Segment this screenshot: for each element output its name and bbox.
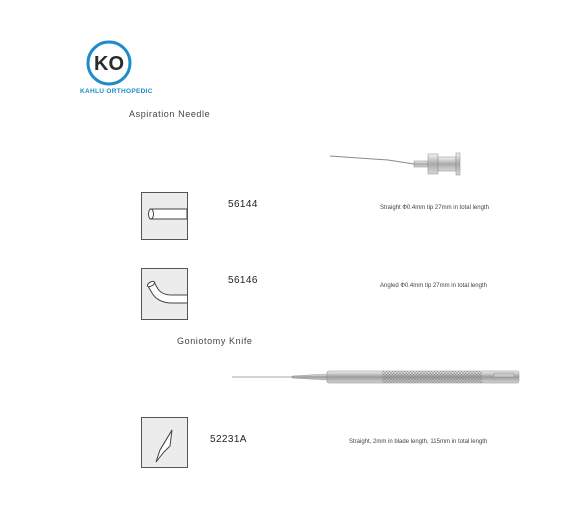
section-title-aspiration-needle: Aspiration Needle: [129, 109, 211, 119]
brand-logo: [86, 40, 132, 86]
angled-tip-icon: [141, 268, 188, 320]
product-description: Angled Ф0.4mm tip 27mm in total length: [380, 283, 487, 289]
product-code: 56146: [228, 275, 258, 286]
product-description: Straight Ф0.4mm tip 27mm in total length: [380, 205, 489, 211]
product-description: Straight, 2mm in blade length, 115mm in total length: [349, 439, 488, 445]
aspiration-needle-image: [328, 148, 468, 176]
product-code: 56144: [228, 199, 258, 210]
section-title-goniotomy-knife: Goniotomy Knife: [177, 336, 253, 346]
svg-text:KO: KO: [94, 53, 124, 75]
straight-tip-icon: [141, 192, 188, 240]
product-code: 52231A: [210, 434, 247, 445]
goniotomy-knife-image: [232, 367, 522, 387]
knife-blade-icon: [141, 417, 188, 468]
brand-name: KAHLU ORTHOPEDIC: [80, 88, 153, 95]
logo-mark: [86, 40, 132, 86]
